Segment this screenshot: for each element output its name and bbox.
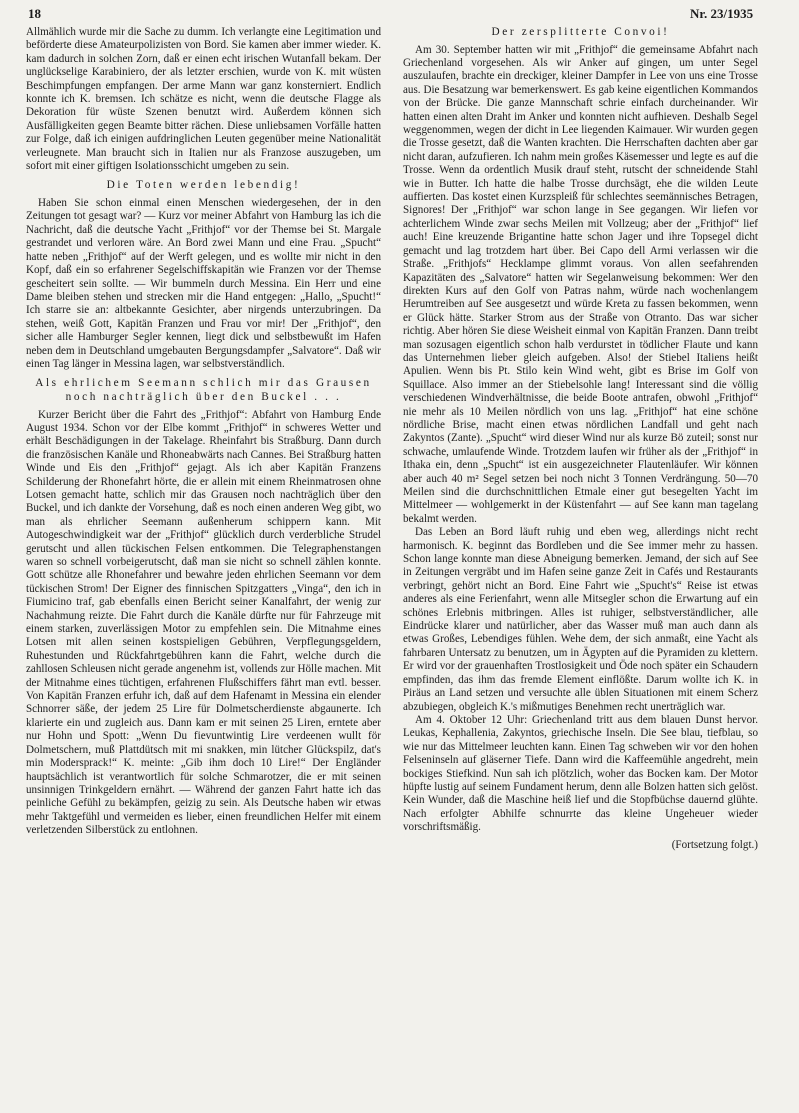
right-column: [403, 26, 758, 852]
paragraph: Am 30. September hatten wir mit „Frithjof“ die gemeinsame Abfahrt nach Griechenland vorgesehen. Als wir Anker auf gingen, um unter Segel auszulaufen, brachte ein dreckiger, kleiner Dampfer in Lee von uns eine Trosse aus. Die Besatzung war bemerkenswert. Es gab keine eigentlichen Kommandos von der Brücke. Die ganze Mannschaft schrie einfach durcheinander. Wir hatten einen alten Draht im Anker und konnten nicht aufhieven. Deshalb Segel weggenommen, wegen der dicht in Lee liegenden Kaimauer. Wir wurden gegen die Trosse gesetzt, daß die Wanten krachten. Die Herrschaften dachten aber gar nicht daran, aufzufieren. Ich nahm mein großes Käsemesser und legte es auf die Trosse. Wenn da ordentlich Musik drauf steht, rutscht der schneidende Stahl wie in Butter. Ich hatte die halbe Trosse durchsägt, ehe die wilden Leute auffierten. Das kostet einen Kurzspleiß für schlechtes seemännisches Betragen, Signores! Der „Frithjof“ war schon lange in See gegangen. Wir liefen vor achterlichem Winde zwar sechs Meilen mit Vollzeug; aber der „Frithjof“ lief auch! Eine kreuzende Brigantine hatte schon Jager und ihre Topsegel dicht gemacht und lag trotzdem hart über. Bei Capo dell Armi verlassen wir die Straße. „Frithjofs“ Hecklampe glimmt voraus. Von allen seefahrenden Kapazitäten des „Salvatore“ hatten wir Segelanweisung bekommen: Wer den direkten Kurs auf den Golf von Patras nahm, würde nach wochenlangem Herumtreiben auf See ausgesetzt und würde Kreta zu fassen bekommen, wenn er Glück hätte. Starker Strom aus der Straße von Otranto. Das war sicher richtig. Aber hören Sie diese Weisheit einmal von Kapitän Franzen. Dann treibt man sozusagen eigentlich schon halb verdurstet in tödlicher Flaute und kann das Unternehmen lieber gleich aufgeben. Also! der Stiebel Italiens heißt Apulien. Wenn bis Pt. Stilo kein Wind weht, gibt es Brise im Golf von Squillace. Also immer an der Stiebelsohle lang! Interessant sind die völlig verschiedenen Windverhältnisse, die beide Boote antrafen, obwohl „Frithjof“ nie mehr als 10 Meilen nördlich von uns lag. „Frithjof“ hat eine schöne nördliche Brise, macht einen etwas nördlichen Landfall und geht nach Zakyntos (Zante). „Spucht“ wird dieser Wind nur als kurze Bö zuteil; sonst nur schwache, umlaufende Winde. Trotzdem laufen wir früher als der „Frithjof“ in Ithaka ein, denn „Spucht“ ist ein ausgezeichneter Flautenläufer. Wir können aber auch 40 m² Segel setzen bei noch nicht 3 Tonnen Verdrängung. 50—70 Meilen sind die durchschnittlichen Etmale einer gut besegelten Yacht im Mittelmeer — wohlgemerkt in der Küstenfahrt — auf See kann man tagelang bekalmt werden.: [403, 43, 758, 525]
section-heading: Die Toten werden lebendig!: [106, 179, 301, 192]
page-number: 18: [28, 6, 41, 21]
section-heading: Der zersplitterte Convoi!: [491, 26, 670, 38]
continuation-note: (Fortsetzung folgt.): [671, 838, 758, 851]
paragraph: Haben Sie schon einmal einen Menschen wiedergesehen, der in den Zeitungen tot gesagt war? — Kurz vor meiner Abfahrt von Hamburg las ich die Nachricht, daß die deutsche Yacht „Frithjof“ vor der Themse bei St. Margale gestrandet und verloren wäre. An Bord zwei Mann und eine Frau. „Spucht“ hatte neben „Frithjof“ auf der Werft gelegen, und es wollte mir nicht in den Kopf, daß ein so erfahrener Segelschiffskapitän wie Franzen vor der Themse gescheitert sein sollte. — Wir bummeln durch Messina. Ein Herr und eine Dame bleiben stehen und strecken mir die Hand entgegen: „Hallo, „Spucht!“ Ich starre sie an: altbekannte Gesichter, aber nirgends unterzubringen. Da stehen, weiß Gott, Kapitän Franzen und Frau vor mir! Der „Frithjof“, den sicher alle Hamburger Segler kennen, liegt dick und selbstbewußt im Hafen neben dem in Deutschland umgebauten Bergungsdampfer „Salvatore“. Daß wir einen Tag länger in Messina lagen, war selbstverständlich.: [26, 197, 381, 370]
issue-number: Nr. 23/1935: [690, 6, 754, 21]
paragraph: Kurzer Bericht über die Fahrt des „Frithjof“: Abfahrt von Hamburg Ende August 1934. Schon vor der Elbe kommt „Frithjof“ in schweres Wetter und erhält Beschädigungen in der Takelage. Rheinfahrt bis Straßburg. Dann durch die französischen Kanäle und Rhoneabwärts nach Cannes. Bei Straßburg hatten Winde und Eis den „Frithjof“ gejagt. Als ich aber Kapitän Franzens Schilderung der Rhonefahrt hörte, die er allein mit einem Rheinmatrosen ohne Lotsen gemacht hatte, schlich mir das Grausen noch nachträglich über den Buckel, und ich dankte der Vorsehung, daß es noch einen anderen Weg gibt, wo man als ehrlicher Seemann außenherum schippern kann. Mit Autogeschwindigkeit war der „Frithjof“ glücklich durch verderbliche Strudel gerutscht und allen tückischen Felsen entkommen. Die Telegraphenstangen waren so schnell vorbeigerutscht, daß man sie nicht so schnell zählen konnte. Gott schütze alle Rhonefahrer und bewahre jeden ehrlichen Seemann vor dem tückischen Strom! Der Eigner des finnischen Spitzgatters „Vinga“, den ich in Fiumicino traf, gab ebenfalls einen Bericht seiner Kanalfahrt, der wenig zur Nachahmung reizte. Die Fahrt durch die Kanäle dürfte nur für Fahrzeuge mit einem starken, zuverlässigen Motor zu empfehlen sein. Die Mitnahme eines Lotsen mit allen seinen kostspieligen Gebühren, Verpflegungsgeldern, Ruhestunden und Rückfahrtgebühren kann die Fahrt, welche durch die zahllosen Schleusen nicht gerade angenehm ist, vollends zur Hölle machen. Mit der Mitnahme eines tüchtigen, erfahrenen Flußschiffers fährt man evtl. besser. Von Kapitän Franzen erfuhr ich, daß auf dem Hafenamt in Messina ein elender Schnorrer säße, der jedem 25 Lire für Dolmetscherdienste abgaunerte. Ich klarierte ein und zugleich aus. Dann kam er mit seinen 25 Liren, erntete aber nur Hohn und Spott: „Wenn Du fievuntwintig Lire verdeenen wullt för Dolmetschern, muß Plattdütsch mit mi snakken, min lütcher Glückspilz, dat's min Modersprack!“ K. meinte: „Gib ihm doch 10 Lire!“ Der Engländer hauptsächlich ist verantwortlich für solche Schmarotzer, die er mit seinen unsinnigen Trinkgeldern ernährt. — Während der ganzen Fahrt hatte ich das peinliche Gefühl zu bekämpfen, geizig zu sein. Als Deutsche haben wir etwas mehr Taktgefühl und vermeiden es lieber, einen freundlichen Helfer mit einem verletzenden Silberstück zu entlohnen.: [26, 408, 381, 837]
left-column: [26, 26, 381, 838]
paragraph: Am 4. Oktober 12 Uhr: Griechenland tritt aus dem blauen Dunst hervor. Leukas, Kephallenia, Zakyntos, griechische Inseln. Die See blau, tiefblau, so wie nur das Mittelmeer leuchten kann. Einen Tag schweben wir vor den hohen Felseninseln auf gläserner Tiefe. Dann wird die Kaffeemühle angedreht, mein bockiges Stiefkind. Nun sah ich plötzlich, woher das Bocken kam. Der Motor hüpfte lustig auf seinem Fundament herum, denn alle Bolzen hatten sich gelöst. Kein Wunder, daß die Maschine heiß lief und die Stopfbüchse dauernd glühte. Nach erfolgter Abhilfe schnurrte das kleine Ungeheuer wieder vorschriftsmäßig.: [403, 713, 758, 834]
section-heading: Als ehrlichem Seemann schlich mir das Grausen noch nachträglich über den Buckel . . .: [35, 377, 372, 403]
paragraph: Das Leben an Bord läuft ruhig und eben weg, allerdings nicht recht harmonisch. K. beginnt das Bordleben und die See immer mehr zu hassen. Schon lange konnte man diese Abneigung bemerken. Jemand, der sich auf See in Zeitungen vergräbt und im Hafen seine ganze Zeit in Cafés und Restaurants verbringt, gehört nicht an Bord. Eine Fahrt wie „Spucht's“ Reise ist etwas anderes als eine Ferienfahrt, wenn alle Mitsegler schon die Erwartung auf ein schönes Erlebnis mitbringen. Alles ist ruhiger, selbstverständlicher, alle Eindrücke klarer und natürlicher, aber das Wasser muß man auch dann als etwas Großes, Lebendiges fühlen. Wehe dem, der sich anmaßt, eine Yacht als fahrbaren Untersatz zu benutzen, um in Ägypten auf die Pyramiden zu klettern. Er wird vor der grauenhaften Trostlosigkeit und Öde noch später ein Schaudern empfinden, das ihm das fremde Element einflößte. Darum wollte ich K. in Piräus an Land setzen und versuchte alle üblen Situationen mit einem Scherz abzubiegen, obgleich K.'s mißmutiges Benehmen recht unerträglich war.: [403, 526, 758, 713]
paragraph: Allmählich wurde mir die Sache zu dumm. Ich verlangte eine Legitimation und beförderte diese Amateurpolizisten von Bord. Sie kamen aber immer wieder. K. kam dadurch in solchen Zorn, daß er einen echt irischen Wutanfall bekam. Der unglückselige Karabiniero, der als letzter erschien, wurde von K. mit wüsten Beschimpfungen empfangen. Der arme Mann war ganz konsterniert. Endlich konnte ich K. bremsen. Ich schätze es nicht, wenn die deutsche Flagge als Dekoration für wüste Szenen benutzt wird. Außerdem können sich Ausfälligkeiten gegen Beamte bitter rächen. Diese unliebsamen Vorfälle hatten zur Folge, daß ich einigen aufdringlichen Leuten gegenüber meine Nationalität verleugnete. Man braucht sich in Italien nur als Franzose auszugeben, um sofort mit einer giftigen Isolationsschicht umgeben zu sein.: [26, 26, 381, 173]
